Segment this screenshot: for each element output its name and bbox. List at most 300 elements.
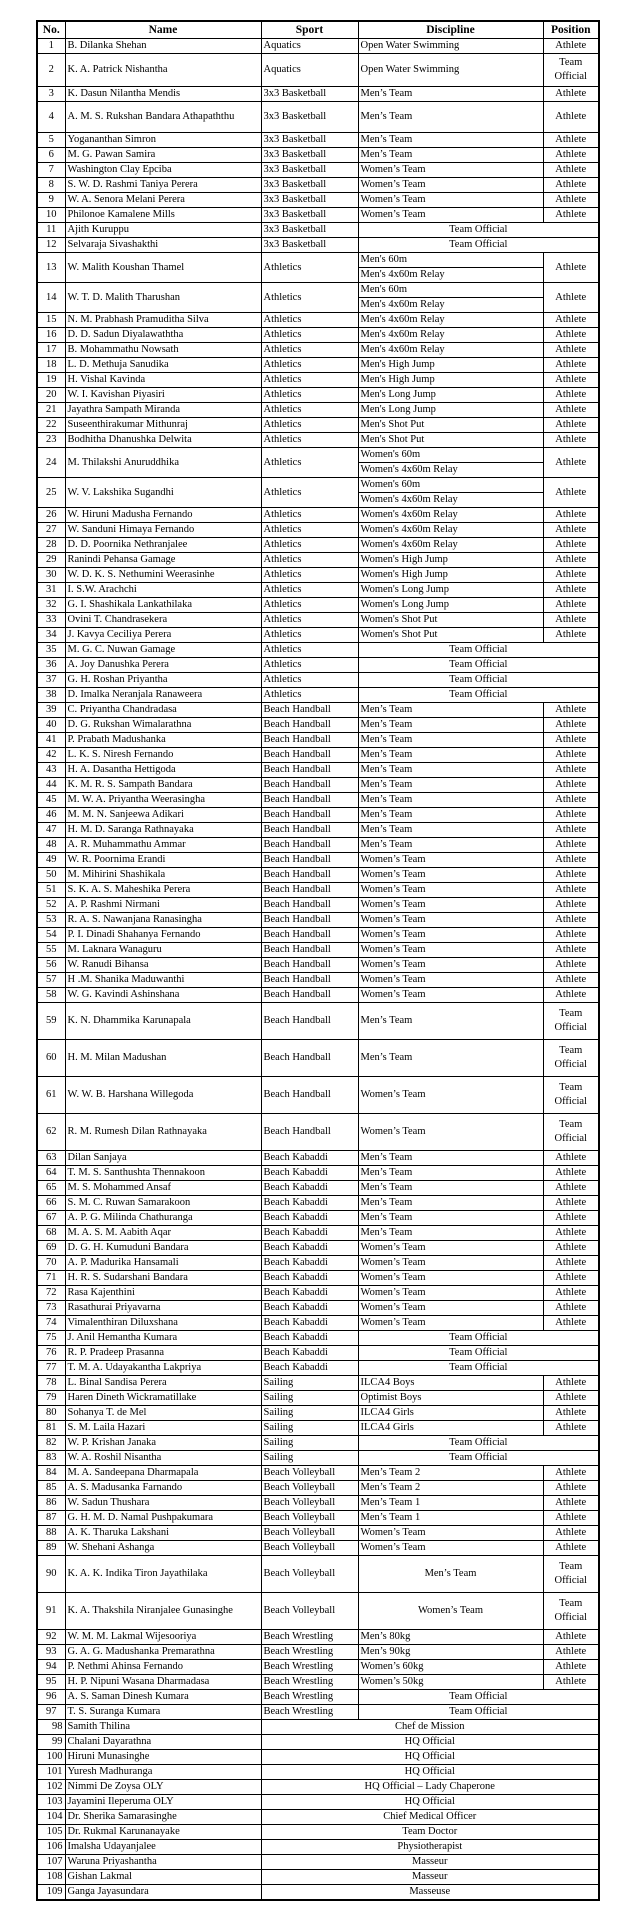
name-cell: W. Ranudi Bihansa <box>65 958 261 973</box>
sport-cell: 3x3 Basketball <box>261 208 358 223</box>
table-row <box>37 1556 599 1593</box>
name-cell: K. A. Patrick Nishantha <box>65 54 261 87</box>
no-cell: 65 <box>37 1181 65 1196</box>
discipline-cell: Men's Shot Put <box>358 418 543 433</box>
position-cell: Athlete <box>543 418 599 433</box>
name-cell: S. M. C. Ruwan Samarakoon <box>65 1196 261 1211</box>
sport-cell: 3x3 Basketball <box>261 238 358 253</box>
discipline-cell: Optimist Boys <box>358 1391 543 1406</box>
no-cell: 81 <box>37 1421 65 1436</box>
no-cell: 49 <box>37 853 65 868</box>
table-row <box>37 868 599 883</box>
position-cell: Athlete <box>543 523 599 538</box>
sport-cell: 3x3 Basketball <box>261 87 358 102</box>
name-cell: K. Dasun Nilantha Mendis <box>65 87 261 102</box>
name-cell: Hiruni Munasinghe <box>65 1750 261 1765</box>
table-row <box>37 718 599 733</box>
name-cell: D. D. Sadun Diyalawaththa <box>65 328 261 343</box>
sport-cell: Beach Kabaddi <box>261 1151 358 1166</box>
sport-cell: Beach Kabaddi <box>261 1331 358 1346</box>
table-body <box>37 39 599 1901</box>
table-row <box>37 1855 599 1870</box>
table-row <box>37 808 599 823</box>
header-sport: Sport <box>261 21 358 39</box>
discipline-cell: Men’s Team <box>358 703 543 718</box>
table-row <box>37 673 599 688</box>
discipline-cell: Women's 4x60m Relay <box>358 463 543 478</box>
position-cell: Athlete <box>543 478 599 508</box>
position-cell: Team Official <box>543 1040 599 1077</box>
no-cell: 77 <box>37 1361 65 1376</box>
header-no: No. <box>37 21 65 39</box>
table-row <box>37 703 599 718</box>
table-row <box>37 433 599 448</box>
no-cell: 37 <box>37 673 65 688</box>
table-row <box>37 643 599 658</box>
sport-cell: Athletics <box>261 418 358 433</box>
table-row <box>37 1630 599 1645</box>
name-cell: A. R. Muhammathu Ammar <box>65 838 261 853</box>
name-cell: R. A. S. Nawanjana Ranasingha <box>65 913 261 928</box>
discipline-cell: Women’s Team <box>358 913 543 928</box>
table-row <box>37 1720 599 1735</box>
name-cell: M. M. N. Sanjeewa Adikari <box>65 808 261 823</box>
table-row <box>37 1466 599 1481</box>
role-merged-cell: HQ Official <box>261 1795 599 1810</box>
no-cell: 52 <box>37 898 65 913</box>
position-cell: Athlete <box>543 193 599 208</box>
discipline-cell: Men's Shot Put <box>358 433 543 448</box>
sport-cell: Athletics <box>261 313 358 328</box>
no-cell: 39 <box>37 703 65 718</box>
discipline-cell: Men’s Team <box>358 808 543 823</box>
no-cell: 33 <box>37 613 65 628</box>
name-cell: M. A. S. M. Aabith Aqar <box>65 1226 261 1241</box>
table-row <box>37 223 599 238</box>
no-cell: 55 <box>37 943 65 958</box>
position-cell: Athlete <box>543 1526 599 1541</box>
name-cell: D. D. Poornika Nethranjalee <box>65 538 261 553</box>
name-cell: Chalani Dayarathna <box>65 1735 261 1750</box>
table-row <box>37 988 599 1003</box>
sport-cell: 3x3 Basketball <box>261 133 358 148</box>
name-cell: A. M. S. Rukshan Bandara Athapaththu <box>65 102 261 133</box>
sport-cell: Beach Kabaddi <box>261 1286 358 1301</box>
table-row <box>37 1241 599 1256</box>
discipline-cell: Men’s Team <box>358 1556 543 1593</box>
position-cell: Athlete <box>543 733 599 748</box>
table-row <box>37 313 599 328</box>
sport-cell: Beach Wrestling <box>261 1705 358 1720</box>
position-cell: Athlete <box>543 102 599 133</box>
sport-cell: Athletics <box>261 508 358 523</box>
no-cell: 95 <box>37 1675 65 1690</box>
name-cell: Ranindi Pehansa Gamage <box>65 553 261 568</box>
no-cell: 91 <box>37 1593 65 1630</box>
table-row <box>37 1151 599 1166</box>
position-cell: Athlete <box>543 1271 599 1286</box>
no-cell: 94 <box>37 1660 65 1675</box>
sport-cell: 3x3 Basketball <box>261 102 358 133</box>
table-row <box>37 1391 599 1406</box>
position-cell: Athlete <box>543 703 599 718</box>
sport-cell: Beach Handball <box>261 718 358 733</box>
name-cell: H. R. S. Sudarshani Bandara <box>65 1271 261 1286</box>
table-row <box>37 1421 599 1436</box>
table-row <box>37 1196 599 1211</box>
sport-cell: Beach Kabaddi <box>261 1211 358 1226</box>
discipline-cell: ILCA4 Boys <box>358 1376 543 1391</box>
role-merged-cell: Team Official <box>358 658 599 673</box>
header-position: Position <box>543 21 599 39</box>
position-cell: Athlete <box>543 838 599 853</box>
discipline-cell: Women’s Team <box>358 1316 543 1331</box>
no-cell: 88 <box>37 1526 65 1541</box>
role-merged-cell: Team Official <box>358 1690 599 1705</box>
no-cell: 85 <box>37 1481 65 1496</box>
discipline-cell: Women’s 50kg <box>358 1675 543 1690</box>
position-cell: Athlete <box>543 958 599 973</box>
position-cell: Athlete <box>543 808 599 823</box>
name-cell: T. M. S. Santhushta Thennakoon <box>65 1166 261 1181</box>
no-cell: 31 <box>37 583 65 598</box>
no-cell: 60 <box>37 1040 65 1077</box>
name-cell: N. M. Prabhash Pramuditha Silva <box>65 313 261 328</box>
no-cell: 4 <box>37 102 65 133</box>
name-cell: W. R. Poornima Erandi <box>65 853 261 868</box>
table-row <box>37 1256 599 1271</box>
name-cell: H. A. Dasantha Hettigoda <box>65 763 261 778</box>
sport-cell: Beach Kabaddi <box>261 1181 358 1196</box>
discipline-cell: Women’s Team <box>358 1114 543 1151</box>
discipline-cell: Women’s Team <box>358 208 543 223</box>
sport-cell: Athletics <box>261 343 358 358</box>
name-cell: W. T. D. Malith Tharushan <box>65 283 261 313</box>
no-cell: 66 <box>37 1196 65 1211</box>
table-row <box>37 1825 599 1840</box>
role-merged-cell: Masseur <box>261 1855 599 1870</box>
table-row <box>37 208 599 223</box>
no-cell: 105 <box>37 1825 65 1840</box>
table-row <box>37 1870 599 1885</box>
name-cell: M. Mihirini Shashikala <box>65 868 261 883</box>
discipline-cell: Women’s Team <box>358 973 543 988</box>
sport-cell: Beach Handball <box>261 883 358 898</box>
discipline-cell: Men's High Jump <box>358 373 543 388</box>
sport-cell: Athletics <box>261 253 358 283</box>
sport-cell: Athletics <box>261 373 358 388</box>
no-cell: 89 <box>37 1541 65 1556</box>
discipline-cell: Women's 60m <box>358 448 543 463</box>
name-cell: M. Thilakshi Anuruddhika <box>65 448 261 478</box>
name-cell: Rasa Kajenthini <box>65 1286 261 1301</box>
name-cell: W. A. Senora Melani Perera <box>65 193 261 208</box>
no-cell: 5 <box>37 133 65 148</box>
sport-cell: Sailing <box>261 1391 358 1406</box>
discipline-cell: Women’s Team <box>358 1241 543 1256</box>
sport-cell: Beach Handball <box>261 868 358 883</box>
sport-cell: Beach Handball <box>261 1114 358 1151</box>
position-cell: Athlete <box>543 598 599 613</box>
position-cell: Team Official <box>543 54 599 87</box>
no-cell: 45 <box>37 793 65 808</box>
position-cell: Athlete <box>543 1511 599 1526</box>
no-cell: 92 <box>37 1630 65 1645</box>
no-cell: 12 <box>37 238 65 253</box>
role-merged-cell: Team Doctor <box>261 1825 599 1840</box>
name-cell: Jayamini Ileperuma OLY <box>65 1795 261 1810</box>
discipline-cell: Men’s Team <box>358 1151 543 1166</box>
name-cell: W. I. Kavishan Piyasiri <box>65 388 261 403</box>
no-cell: 23 <box>37 433 65 448</box>
sport-cell: Athletics <box>261 583 358 598</box>
sport-cell: Beach Handball <box>261 913 358 928</box>
name-cell: K. M. R. S. Sampath Bandara <box>65 778 261 793</box>
role-merged-cell: Team Official <box>358 688 599 703</box>
table-row <box>37 508 599 523</box>
table-row <box>37 1705 599 1720</box>
name-cell: D. G. Rukshan Wimalarathna <box>65 718 261 733</box>
discipline-cell: Men’s Team 1 <box>358 1511 543 1526</box>
name-cell: A. P. Rashmi Nirmani <box>65 898 261 913</box>
sport-cell: 3x3 Basketball <box>261 163 358 178</box>
sport-cell: Beach Volleyball <box>261 1496 358 1511</box>
table-row <box>37 478 599 493</box>
position-cell: Athlete <box>543 163 599 178</box>
name-cell: G. H. Roshan Priyantha <box>65 673 261 688</box>
name-cell: S. K. A. S. Maheshika Perera <box>65 883 261 898</box>
role-merged-cell: HQ Official <box>261 1750 599 1765</box>
name-cell: Rasathurai Priyavarna <box>65 1301 261 1316</box>
discipline-cell: Men’s Team <box>358 1211 543 1226</box>
discipline-cell: Women’s Team <box>358 1286 543 1301</box>
discipline-cell: Women's Shot Put <box>358 613 543 628</box>
position-cell: Athlete <box>543 823 599 838</box>
discipline-cell: Women’s Team <box>358 1526 543 1541</box>
discipline-cell: Men’s 90kg <box>358 1645 543 1660</box>
position-cell: Athlete <box>543 148 599 163</box>
table-row <box>37 1660 599 1675</box>
discipline-cell: Women’s Team <box>358 958 543 973</box>
no-cell: 50 <box>37 868 65 883</box>
sport-cell: Athletics <box>261 358 358 373</box>
name-cell: A. P. G. Milinda Chathuranga <box>65 1211 261 1226</box>
position-cell: Athlete <box>543 1211 599 1226</box>
sport-cell: Beach Handball <box>261 808 358 823</box>
no-cell: 82 <box>37 1436 65 1451</box>
table-row <box>37 568 599 583</box>
no-cell: 68 <box>37 1226 65 1241</box>
name-cell: Ovini T. Chandrasekera <box>65 613 261 628</box>
position-cell: Athlete <box>543 1151 599 1166</box>
position-cell: Athlete <box>543 778 599 793</box>
no-cell: 53 <box>37 913 65 928</box>
position-cell: Athlete <box>543 1466 599 1481</box>
table-row <box>37 148 599 163</box>
name-cell: A. S. Saman Dinesh Kumara <box>65 1690 261 1705</box>
position-cell: Athlete <box>543 388 599 403</box>
delegation-table <box>36 20 600 1901</box>
role-merged-cell: Masseur <box>261 1870 599 1885</box>
name-cell: B. Mohammathu Nowsath <box>65 343 261 358</box>
sport-cell: Beach Handball <box>261 823 358 838</box>
discipline-cell: Women’s Team <box>358 193 543 208</box>
name-cell: Yuresh Madhuranga <box>65 1765 261 1780</box>
discipline-cell: Men’s Team 2 <box>358 1481 543 1496</box>
sport-cell: Beach Handball <box>261 1003 358 1040</box>
table-row <box>37 1780 599 1795</box>
role-merged-cell: Physiotherapist <box>261 1840 599 1855</box>
sport-cell: Beach Volleyball <box>261 1481 358 1496</box>
position-cell: Team Official <box>543 1556 599 1593</box>
role-merged-cell: Team Official <box>358 1346 599 1361</box>
discipline-cell: Women’s Team <box>358 1541 543 1556</box>
name-cell: K. N. Dhammika Karunapala <box>65 1003 261 1040</box>
sport-cell: Athletics <box>261 673 358 688</box>
no-cell: 84 <box>37 1466 65 1481</box>
discipline-cell: Women's Long Jump <box>358 583 543 598</box>
name-cell: R. P. Pradeep Prasanna <box>65 1346 261 1361</box>
discipline-cell: Men’s 80kg <box>358 1630 543 1645</box>
name-cell: H. M. Milan Madushan <box>65 1040 261 1077</box>
name-cell: A. Joy Danushka Perera <box>65 658 261 673</box>
sport-cell: Beach Wrestling <box>261 1630 358 1645</box>
no-cell: 103 <box>37 1795 65 1810</box>
table-row <box>37 54 599 87</box>
position-cell: Athlete <box>543 1226 599 1241</box>
name-cell: C. Priyantha Chandradasa <box>65 703 261 718</box>
role-merged-cell: HQ Official <box>261 1765 599 1780</box>
position-cell: Athlete <box>543 718 599 733</box>
table-row <box>37 1211 599 1226</box>
table-row <box>37 1735 599 1750</box>
table-row <box>37 823 599 838</box>
discipline-cell: Women’s Team <box>358 853 543 868</box>
table-row <box>37 1077 599 1114</box>
discipline-cell: Women’s Team <box>358 868 543 883</box>
header-discipline: Discipline <box>358 21 543 39</box>
discipline-cell: Men’s Team <box>358 87 543 102</box>
no-cell: 46 <box>37 808 65 823</box>
sport-cell: Beach Kabaddi <box>261 1361 358 1376</box>
name-cell: W. W. B. Harshana Willegoda <box>65 1077 261 1114</box>
table-row <box>37 1166 599 1181</box>
discipline-cell: Men’s Team <box>358 748 543 763</box>
sport-cell: Beach Handball <box>261 898 358 913</box>
name-cell: Jayathra Sampath Miranda <box>65 403 261 418</box>
sport-cell: Beach Handball <box>261 973 358 988</box>
discipline-cell: Men’s Team 2 <box>358 1466 543 1481</box>
table-row <box>37 913 599 928</box>
no-cell: 7 <box>37 163 65 178</box>
sport-cell: Beach Volleyball <box>261 1556 358 1593</box>
no-cell: 107 <box>37 1855 65 1870</box>
no-cell: 90 <box>37 1556 65 1593</box>
no-cell: 40 <box>37 718 65 733</box>
no-cell: 18 <box>37 358 65 373</box>
sport-cell: Beach Handball <box>261 1077 358 1114</box>
discipline-cell: Women’s 60kg <box>358 1660 543 1675</box>
sport-cell: Beach Handball <box>261 853 358 868</box>
no-cell: 104 <box>37 1810 65 1825</box>
no-cell: 22 <box>37 418 65 433</box>
discipline-cell: Men’s Team <box>358 102 543 133</box>
no-cell: 96 <box>37 1690 65 1705</box>
no-cell: 11 <box>37 223 65 238</box>
table-row <box>37 1675 599 1690</box>
table-row <box>37 1810 599 1825</box>
sport-cell: Beach Kabaddi <box>261 1301 358 1316</box>
position-cell: Athlete <box>543 133 599 148</box>
name-cell: L. D. Methuja Sanudika <box>65 358 261 373</box>
sport-cell: Beach Kabaddi <box>261 1226 358 1241</box>
position-cell: Athlete <box>543 1181 599 1196</box>
role-merged-cell: Masseuse <box>261 1885 599 1901</box>
name-cell: Philonoe Kamalene Mills <box>65 208 261 223</box>
discipline-cell: Men’s Team <box>358 1003 543 1040</box>
table-row <box>37 553 599 568</box>
no-cell: 61 <box>37 1077 65 1114</box>
table-row <box>37 1645 599 1660</box>
no-cell: 69 <box>37 1241 65 1256</box>
table-row <box>37 448 599 463</box>
name-cell: Dilan Sanjaya <box>65 1151 261 1166</box>
name-cell: M. Laknara Wanaguru <box>65 943 261 958</box>
no-cell: 24 <box>37 448 65 478</box>
table-row <box>37 628 599 643</box>
sport-cell: Beach Volleyball <box>261 1511 358 1526</box>
sport-cell: 3x3 Basketball <box>261 178 358 193</box>
table-row <box>37 1840 599 1855</box>
no-cell: 10 <box>37 208 65 223</box>
name-cell: M. S. Mohammed Ansaf <box>65 1181 261 1196</box>
no-cell: 78 <box>37 1376 65 1391</box>
name-cell: B. Dilanka Shehan <box>65 39 261 54</box>
name-cell: A. S. Madusanka Farnando <box>65 1481 261 1496</box>
table-row <box>37 658 599 673</box>
discipline-cell: Men’s Team <box>358 733 543 748</box>
table-row <box>37 102 599 133</box>
sport-cell: Beach Volleyball <box>261 1526 358 1541</box>
sport-cell: Beach Kabaddi <box>261 1166 358 1181</box>
table-row <box>37 538 599 553</box>
role-merged-cell: HQ Official – Lady Chaperone <box>261 1780 599 1795</box>
no-cell: 86 <box>37 1496 65 1511</box>
position-cell: Athlete <box>543 178 599 193</box>
position-cell: Athlete <box>543 568 599 583</box>
sport-cell: 3x3 Basketball <box>261 193 358 208</box>
sport-cell: Athletics <box>261 568 358 583</box>
name-cell: Bodhitha Dhanushka Delwita <box>65 433 261 448</box>
position-cell: Athlete <box>543 328 599 343</box>
table-row <box>37 1331 599 1346</box>
name-cell: W. A. Roshil Nisantha <box>65 1451 261 1466</box>
position-cell: Athlete <box>543 868 599 883</box>
sport-cell: Athletics <box>261 688 358 703</box>
sport-cell: Beach Kabaddi <box>261 1256 358 1271</box>
discipline-cell: Open Water Swimming <box>358 54 543 87</box>
no-cell: 93 <box>37 1645 65 1660</box>
no-cell: 43 <box>37 763 65 778</box>
table-row <box>37 1376 599 1391</box>
name-cell: Waruna Priyashantha <box>65 1855 261 1870</box>
no-cell: 27 <box>37 523 65 538</box>
table-row <box>37 1526 599 1541</box>
sport-cell: Beach Handball <box>261 703 358 718</box>
no-cell: 72 <box>37 1286 65 1301</box>
no-cell: 38 <box>37 688 65 703</box>
position-cell: Athlete <box>543 1256 599 1271</box>
